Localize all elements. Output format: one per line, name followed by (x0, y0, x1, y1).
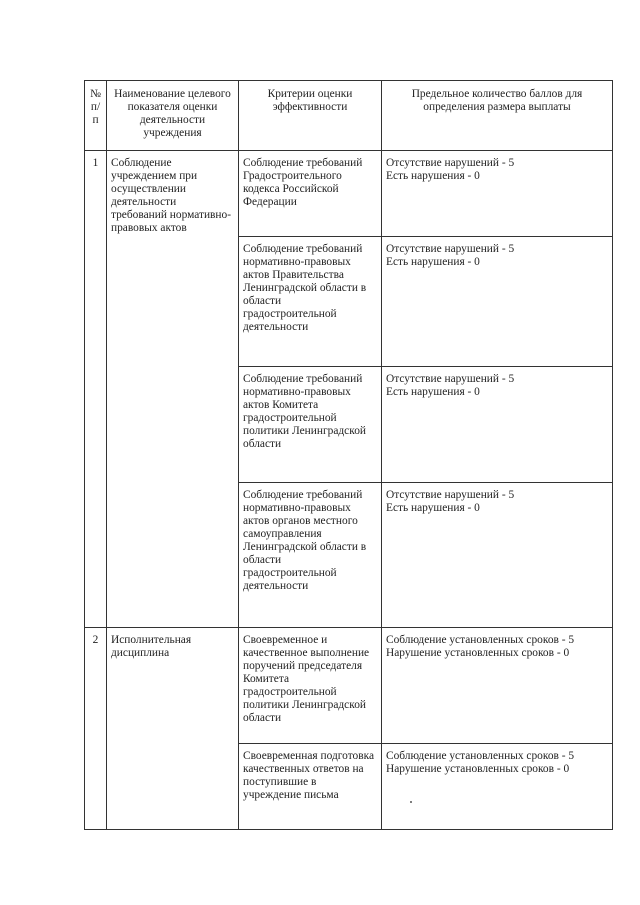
criteria-cell: Соблюдение требований Градостроительного кодекса Российской Федерации (239, 151, 382, 237)
score-line: Соблюдение установленных сроков - 5 (386, 750, 575, 762)
criteria-cell: Своевременная подготовка качественных ответов на поступившие в учреждение письма (239, 744, 382, 830)
score-line: Нарушение установленных сроков - 0 (386, 763, 570, 775)
criteria-cell: Соблюдение требований нормативно-правовых актов Комитета градостроительной политики Ленинградской области (239, 367, 382, 483)
score-cell (382, 367, 613, 483)
table-row (85, 151, 613, 237)
score-line: Соблюдение установленных сроков - 5 (386, 634, 575, 646)
evaluation-table (84, 80, 613, 830)
score-cell (382, 237, 613, 367)
score-cell (382, 744, 613, 830)
score-line: Нарушение установленных сроков - 0 (386, 647, 570, 659)
score-line: Отсутствие нарушений - 5 (386, 489, 515, 501)
scan-speck (410, 801, 412, 803)
header-indicator: Наименование целевого показателя оценки деятельности учреждения (107, 81, 239, 151)
criteria-cell: Соблюдение требований нормативно-правовых актов органов местного самоуправления Ленинградской области в области градостроительной деятельности (239, 483, 382, 628)
criteria-cell: Соблюдение требований нормативно-правовых актов Правительства Ленинградской области в области градостроительной деятельности (239, 237, 382, 367)
criteria-cell: Своевременное и качественное выполнение поручений председателя Комитета градостроительной политики Ленинградской области (239, 628, 382, 744)
score-line: Отсутствие нарушений - 5 (386, 373, 515, 385)
table-row (85, 628, 613, 744)
score-line: Есть нарушения - 0 (386, 170, 480, 182)
score-cell (382, 151, 613, 237)
header-num: № п/п (85, 81, 107, 151)
score-cell (382, 628, 613, 744)
indicator-cell: Соблюдение учреждением при осуществлении деятельности требований нормативно-правовых актов (107, 151, 239, 628)
row-number: 2 (85, 628, 107, 830)
indicator-cell: Исполнительная дисциплина (107, 628, 239, 830)
score-line: Отсутствие нарушений - 5 (386, 243, 515, 255)
table-header-row (85, 81, 613, 151)
score-cell (382, 483, 613, 628)
score-line: Есть нарушения - 0 (386, 256, 480, 268)
score-line: Отсутствие нарушений - 5 (386, 157, 515, 169)
header-criteria: Критерии оценки эффективности (239, 81, 382, 151)
header-max-score: Предельное количество баллов для определения размера выплаты (382, 81, 613, 151)
row-number: 1 (85, 151, 107, 628)
score-line: Есть нарушения - 0 (386, 386, 480, 398)
score-line: Есть нарушения - 0 (386, 502, 480, 514)
